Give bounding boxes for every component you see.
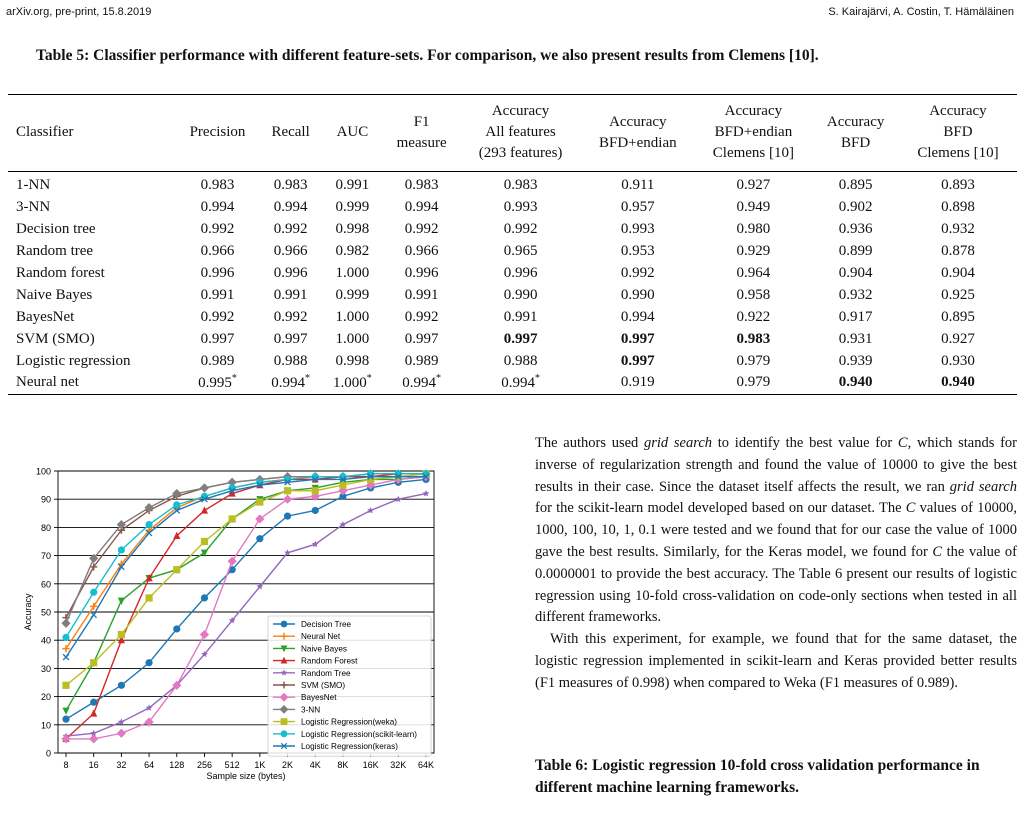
column-header-line: Accuracy — [609, 113, 667, 130]
marker-circle — [90, 699, 97, 706]
text-run: for the scikit-learn model developed based on our dataset. The — [535, 500, 906, 517]
column-header-line: Accuracy — [724, 103, 783, 119]
marker-square — [284, 487, 291, 494]
column-header — [812, 95, 899, 172]
marker-square — [62, 682, 69, 689]
marker-square — [90, 659, 97, 666]
table-cell: 0.966 — [273, 243, 308, 260]
column-header-line: Recall — [271, 124, 310, 140]
marker-circle — [118, 546, 125, 553]
classifier-name-cell: Random forest — [16, 265, 105, 281]
table-cell: 0.983 — [736, 330, 771, 347]
marker-circle — [145, 521, 152, 528]
table-cell: 0.994* — [501, 373, 540, 392]
x-tick-label: 32K — [390, 760, 407, 770]
column-header — [260, 95, 322, 172]
x-tick-label: 64K — [417, 760, 435, 770]
x-tick-label: 1K — [254, 760, 266, 770]
table-cell: 0.989 — [200, 352, 235, 369]
series-svm-smo — [62, 470, 429, 621]
marker-square — [145, 594, 152, 601]
column-header — [322, 95, 384, 172]
table-cell: 0.997 — [200, 330, 235, 347]
x-tick-label: 8K — [337, 760, 349, 770]
classifier-performance-table — [8, 94, 1017, 395]
text-run: The authors used — [535, 435, 645, 451]
legend — [268, 616, 431, 756]
table-cell: 0.932 — [838, 286, 873, 303]
y-tick-label: 40 — [40, 635, 51, 646]
accuracy-vs-sample-size-chart — [18, 462, 438, 781]
table-cell: 0.989 — [404, 352, 439, 369]
table-cell: 0.996 — [200, 265, 235, 281]
column-header-line: BFD — [841, 134, 871, 151]
table-cell: 0.927 — [736, 177, 771, 194]
y-tick-label: 10 — [40, 720, 51, 731]
x-tick-label: 8 — [63, 760, 69, 770]
table-cell: 0.991 — [503, 308, 538, 325]
table-cell: 0.983 — [273, 177, 308, 194]
marker-circle — [62, 716, 69, 723]
table-cell: 0.911 — [621, 177, 655, 194]
table-cell: 0.966 — [200, 243, 235, 260]
column-header — [175, 95, 259, 172]
table-cell: 0.983 — [404, 177, 439, 194]
table-cell: 0.904 — [838, 265, 873, 281]
table-cell: 0.999 — [335, 286, 370, 303]
table-row — [8, 263, 1017, 285]
marker-diamond — [200, 483, 209, 492]
column-header — [899, 95, 1017, 172]
table-cell: 0.929 — [736, 243, 771, 260]
table-cell: 0.965 — [503, 243, 538, 260]
italic-term: C — [897, 435, 908, 451]
table-cell: 0.895 — [941, 308, 975, 325]
text-run: the value of 0.0000001 to provide the best accuracy. The Table 6 present our results of logistic regression using 10-fold cross-validation on code-only sections when tested in all different frameworks. — [535, 543, 1017, 626]
y-tick-label: 30 — [40, 663, 51, 674]
table-cell: 0.979 — [736, 374, 771, 391]
table-cell: 0.893 — [941, 177, 975, 194]
table-cell: 0.927 — [941, 330, 975, 347]
table-cell: 0.898 — [941, 199, 975, 216]
paragraph-grid-search — [535, 433, 1017, 629]
table-cell: 0.878 — [941, 243, 975, 260]
x-tick-label: 128 — [169, 760, 185, 770]
table-cell: 0.991 — [273, 286, 308, 303]
table-row — [8, 306, 1017, 328]
marker-diamond — [283, 495, 292, 504]
marker-diamond — [117, 729, 126, 738]
y-tick-label: 70 — [40, 551, 51, 562]
table-cell: 0.964 — [736, 265, 771, 281]
table-cell: 0.997 — [503, 330, 538, 347]
column-header-line: measure — [396, 134, 447, 151]
text-run: , which stands for inverse of regularization strength and found the value of 10000 to give the best results in their case. Since the dataset itself affects the result, we ran — [535, 435, 1018, 495]
table-cell: 0.997 — [620, 330, 655, 347]
y-tick-label: 0 — [45, 748, 51, 759]
column-header-line: Clemens [10] — [712, 145, 794, 161]
table-cell: 0.992 — [200, 221, 235, 238]
table-cell: 0.997 — [404, 330, 439, 347]
table-cell: 0.980 — [736, 221, 771, 238]
classifier-name-cell: 1-NN — [16, 177, 51, 194]
table-cell: 0.957 — [620, 199, 655, 216]
marker-star — [312, 541, 319, 548]
marker-diamond — [228, 557, 237, 566]
table-cell: 0.932 — [941, 221, 975, 238]
marker-circle — [284, 513, 291, 520]
table-cell: 0.988 — [503, 352, 538, 369]
marker-triangle-up — [201, 506, 208, 513]
column-header — [694, 95, 812, 172]
x-tick-label: 512 — [224, 760, 240, 770]
table-cell: 0.997 — [620, 352, 655, 369]
y-axis-label: Accuracy — [23, 593, 33, 631]
legend-entry: 3-NN — [301, 705, 321, 715]
table-cell: 0.925 — [941, 286, 975, 303]
italic-term: grid search — [644, 435, 713, 451]
table-cell: 0.895 — [838, 177, 873, 194]
table-cell: 0.949 — [736, 199, 771, 216]
table-cell: 0.991 — [200, 286, 235, 303]
table-row — [8, 284, 1017, 306]
body-text — [535, 433, 1017, 695]
table-cell: 0.940 — [838, 374, 873, 391]
table-cell: 0.983 — [200, 177, 235, 194]
column-header — [581, 95, 694, 172]
marker-circle — [62, 634, 69, 641]
table-row — [8, 372, 1017, 394]
marker-triangle-down — [62, 708, 69, 715]
table-cell: 1.000 — [335, 265, 370, 281]
table6-caption: Table 6: Logistic regression 10-fold cross validation performance in different machine learning frameworks. — [535, 757, 980, 796]
table-cell: 0.994* — [402, 373, 441, 392]
table-cell: 0.998 — [335, 221, 370, 238]
legend-entry: SVM (SMO) — [301, 681, 346, 690]
table-cell: 0.994 — [620, 308, 655, 325]
table-cell: 0.991 — [335, 177, 370, 194]
table-cell: 0.904 — [941, 265, 975, 281]
paragraph-experiment: With this experiment, for example, we found that for the same dataset, the logistic regression implemented in scikit-learn and Keras provided better results (F1 measures of 0.998) when compared to Weka (F1 measures of 0.989). — [535, 631, 1017, 691]
table-cell: 0.994 — [404, 199, 439, 216]
classifier-name-cell: SVM (SMO) — [16, 330, 95, 347]
column-header-line: BFD+endian — [598, 134, 677, 151]
table-cell: 0.936 — [838, 221, 873, 238]
marker-triangle-up — [90, 709, 97, 716]
x-tick-label: 2K — [282, 760, 294, 770]
table-cell: 0.992 — [404, 221, 439, 238]
column-header-line: Accuracy — [826, 113, 885, 130]
table-cell: 0.996 — [404, 265, 439, 281]
y-tick-label: 60 — [40, 579, 51, 590]
table-cell: 0.997 — [273, 330, 308, 347]
table-cell: 0.992 — [404, 308, 439, 325]
table-cell: 0.930 — [941, 352, 975, 369]
table-cell: 0.992 — [620, 265, 655, 281]
classifier-name-cell: Decision tree — [16, 221, 96, 238]
table-cell: 0.993 — [620, 221, 655, 238]
table-cell: 0.958 — [736, 286, 771, 303]
table-cell: 0.983 — [503, 177, 538, 194]
y-tick-label: 50 — [40, 607, 51, 618]
table-cell: 1.000 — [335, 330, 370, 347]
table-cell: 0.966 — [404, 243, 439, 260]
y-tick-label: 20 — [40, 692, 51, 703]
legend-entry: Random Forest — [301, 656, 358, 666]
marker-circle — [145, 659, 152, 666]
legend-entry: Logistic Regression(scikit-learn) — [301, 729, 418, 739]
column-header-line: Classifier — [16, 124, 74, 140]
legend-entry: Logistic Regression(weka) — [301, 717, 398, 727]
legend-entry: Logistic Regression(keras) — [301, 742, 398, 751]
marker-square — [281, 718, 288, 725]
table-cell: 1.000 — [335, 308, 370, 325]
marker-triangle-down — [118, 598, 125, 605]
marker-circle — [90, 589, 97, 596]
table-cell: 0.992 — [273, 221, 308, 238]
series-line — [66, 474, 426, 618]
table-cell: 0.931 — [838, 330, 873, 347]
classifier-name-cell: Neural net — [16, 374, 79, 391]
x-tick-label: 16 — [88, 760, 99, 770]
marker-diamond — [255, 514, 264, 523]
column-header-line: Accuracy — [929, 103, 987, 119]
column-header-line: Accuracy — [491, 103, 550, 119]
table-cell: 0.919 — [620, 374, 655, 391]
classifier-name-cell: Logistic regression — [16, 352, 131, 369]
table-cell: 0.992 — [503, 221, 538, 238]
marker-square — [229, 515, 236, 522]
table-cell: 0.940 — [941, 374, 975, 391]
table-cell: 0.899 — [838, 243, 873, 260]
marker-circle — [281, 730, 288, 737]
marker-star — [423, 490, 430, 497]
italic-term: C — [905, 500, 916, 517]
table-cell: 0.999 — [335, 199, 370, 216]
column-header-line: BFD — [943, 124, 973, 140]
table-cell: 0.902 — [838, 199, 873, 216]
legend-entry: Naive Bayes — [301, 644, 347, 654]
marker-square — [118, 631, 125, 638]
marker-square — [256, 498, 263, 505]
marker-star — [118, 718, 125, 725]
classifier-name-cell: 3-NN — [16, 199, 51, 216]
column-header-line: Clemens [10] — [917, 145, 999, 161]
marker-circle — [281, 621, 288, 628]
running-header-right: S. Kairajärvi, A. Costin, T. Hämäläinen — [828, 6, 1014, 18]
table-cell: 0.982 — [335, 243, 370, 260]
table-cell: 0.993 — [503, 199, 538, 216]
column-header-line: Precision — [189, 124, 246, 140]
x-tick-label: 32 — [116, 760, 127, 770]
classifier-name-cell: Naive Bayes — [16, 286, 93, 303]
marker-square — [312, 487, 319, 494]
table-cell: 0.979 — [736, 352, 771, 369]
table-cell: 1.000* — [333, 373, 372, 392]
legend-entry: Random Tree — [301, 668, 351, 678]
table-row — [8, 350, 1017, 372]
marker-diamond — [200, 630, 209, 639]
table-cell: 0.994 — [273, 199, 308, 216]
table-row — [8, 241, 1017, 263]
marker-star — [395, 496, 402, 503]
table-cell: 0.922 — [736, 308, 771, 325]
x-axis-label: Sample size (bytes) — [206, 771, 286, 781]
y-tick-label: 90 — [40, 494, 51, 505]
legend-entry: Neural Net — [301, 632, 341, 642]
table-cell: 0.990 — [620, 286, 655, 303]
table-row — [8, 219, 1017, 241]
x-tick-label: 16K — [362, 760, 379, 770]
column-header — [460, 95, 581, 172]
italic-term: grid search — [949, 478, 1017, 495]
table5-caption: Table 5: Classifier performance with different feature-sets. For comparison, we also present results from Clemens [10]. — [36, 47, 819, 64]
table-cell: 0.994 — [200, 199, 235, 216]
x-tick-label: 64 — [144, 760, 155, 770]
table-row — [8, 172, 1017, 197]
x-tick-label: 4K — [309, 760, 321, 770]
italic-term: C — [932, 543, 943, 560]
classifier-name-cell: Random tree — [16, 243, 94, 260]
marker-circle — [173, 625, 180, 632]
y-tick-label: 80 — [40, 522, 51, 533]
table-cell: 0.996 — [273, 265, 308, 281]
table-cell: 0.996 — [503, 265, 538, 281]
legend-entry: BayesNet — [301, 693, 337, 703]
column-header — [8, 95, 175, 172]
table-cell: 0.995* — [198, 373, 237, 392]
marker-circle — [118, 682, 125, 689]
column-header-line: (293 features) — [478, 145, 563, 161]
marker-diamond — [61, 619, 70, 628]
marker-square — [173, 566, 180, 573]
column-header-line: F1 — [413, 113, 430, 130]
marker-diamond — [89, 734, 98, 743]
table-cell: 0.917 — [838, 308, 873, 325]
text-run: values of 10000, 1000, 100, 10, 1, 0.1 were tested and we found that for our case the value of 1000 gave the best results. Similarly, for the Keras model, we found for — [535, 500, 1017, 560]
marker-square — [201, 538, 208, 545]
table-cell: 0.991 — [404, 286, 439, 303]
table-body — [8, 172, 1017, 395]
column-header-line: All features — [485, 124, 556, 140]
table-cell: 0.939 — [838, 352, 873, 369]
marker-circle — [256, 535, 263, 542]
column-header — [383, 95, 460, 172]
table-row — [8, 197, 1017, 219]
marker-circle — [201, 594, 208, 601]
running-header-left: arXiv.org, pre-print, 15.8.2019 — [6, 6, 152, 18]
legend-entry: Decision Tree — [301, 620, 352, 629]
text-run: to identify the best value for — [712, 435, 898, 451]
x-tick-label: 256 — [196, 760, 212, 770]
table-cell: 0.990 — [503, 286, 538, 303]
table-cell: 0.992 — [200, 308, 235, 325]
table-cell: 0.953 — [620, 243, 655, 260]
table-cell: 0.998 — [335, 352, 370, 369]
table-cell: 0.992 — [273, 308, 308, 325]
table-cell: 0.988 — [273, 352, 308, 369]
table-cell: 0.994* — [271, 373, 310, 392]
y-tick-label: 100 — [35, 466, 51, 477]
marker-circle — [312, 507, 319, 514]
table-row — [8, 328, 1017, 350]
column-header-line: AUC — [336, 124, 369, 140]
table-header-row — [8, 95, 1017, 172]
classifier-name-cell: BayesNet — [16, 308, 75, 325]
column-header-line: BFD+endian — [714, 124, 793, 140]
